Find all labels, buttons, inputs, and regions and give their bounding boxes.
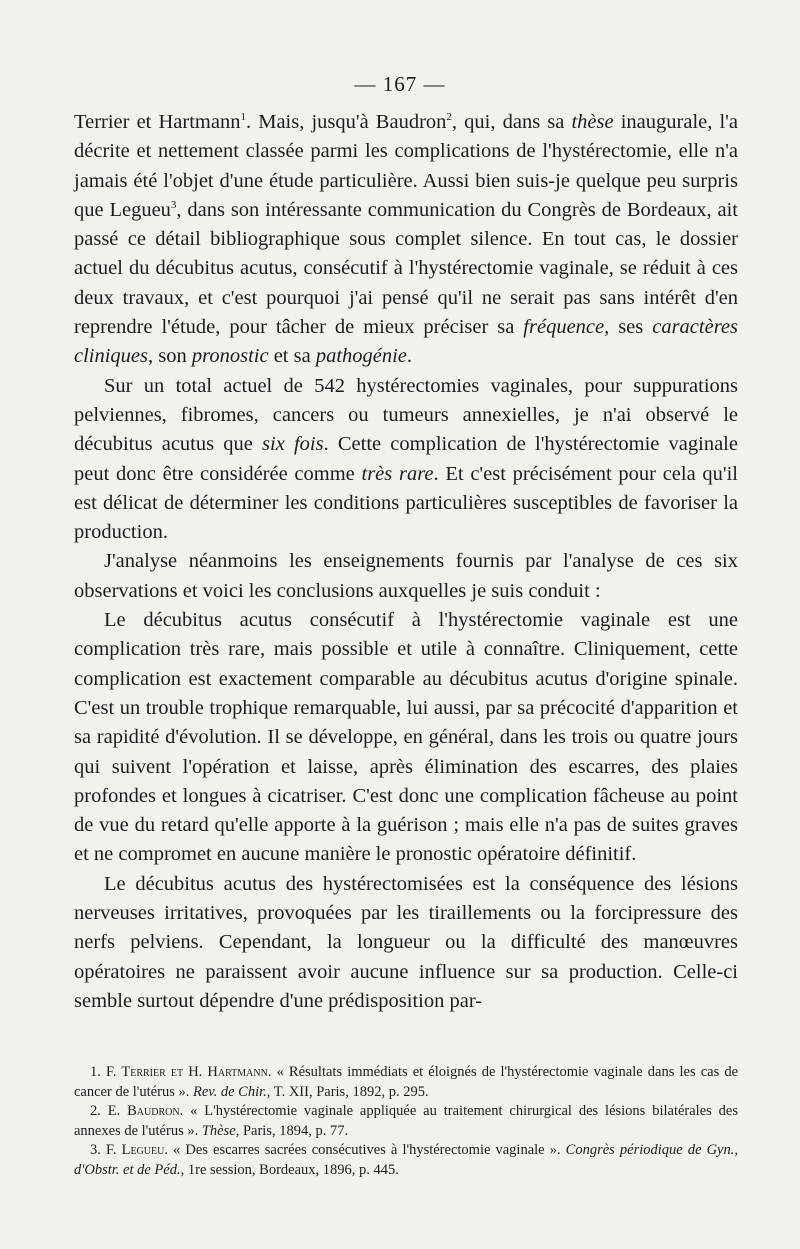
footnote-ref-2: 2 — [446, 111, 452, 123]
footnote-text: , 1re session, Bordeaux, 1896, p. 445. — [180, 1161, 399, 1178]
italic-run: pathogénie — [315, 345, 407, 368]
footnote-text: « Des escarres sacrées consécutives à l'hystérectomie vaginale ». — [167, 1142, 566, 1158]
text-run: . Et c'est précisément pour cela qu'il est délicat de déterminer les conditions particulières susceptibles de favoriser la production. — [74, 462, 738, 544]
text-run: . Mais, jusqu'à Baudron — [245, 111, 447, 133]
paragraph-4: Le décubitus acutus consécutif à l'hystérectomie vaginale est une complication très rare, mais possible et utile à connaître. Cliniquement, cette complication est exactement comparable au décubitus acutus d'origine spinale. C'est un trouble trophique remarquable, lui aussi, par sa précocité d'apparition et sa rapidité d'évolution. Il se développe, en général, dans les trois ou quatre jours qui suivent l'opération et laisse, après élimination des escarres, des plaies profondes et longues à cicatriser. C'est donc une complication fâcheuse au point de vue du retard qu'elle apporte à la guérison ; mais elle n'a pas de suites graves et ne compromet en aucune manière le pronostic opératoire définitif. — [74, 609, 738, 866]
footnote-authors: F. Terrier et H. Hartmann. — [105, 1064, 272, 1080]
paragraph-3: J'analyse néanmoins les enseignements fournis par l'analyse de ces six observations et voici les conclusions auxquelles je suis conduit : — [74, 550, 738, 602]
text-run: , dans son intéressante communication du Congrès de Bordeaux, ait passé ce détail bibliographique sous complet silence. En tout cas, le dossier actuel du décubitus acutus, consécutif à l'hystérectomie vaginale, se réduit à ces deux travaux, et c'est pourquoi j'ai pensé qu'il ne serait pas sans intérêt d'en reprendre l'étude, pour tâcher de mieux préciser sa — [74, 198, 738, 339]
text-run: Terrier et Hartmann — [74, 111, 241, 133]
footnote-number: 3. — [90, 1142, 101, 1158]
paragraph-1 — [74, 108, 738, 372]
footnote-ref-3: 3 — [170, 198, 177, 211]
footnote-number: 1. — [90, 1064, 101, 1080]
italic-run: pronostic — [191, 345, 269, 368]
paragraph-5: Le décubitus acutus des hystérectomisées est la conséquence des lésions nerveuses irritatives, provoquées par les tiraillements ou la forcipressure des nerfs pelviens. Cependant, la longueur ou la difficulté des manœuvres opératoires ne paraissent avoir aucune influence sur sa production. Celle-ci semble surtout dépendre d'une prédisposition par- — [74, 872, 738, 1012]
text-run: , qui, dans sa — [451, 111, 572, 133]
italic-run: caractères cliniques — [74, 316, 738, 368]
italic-run: thèse — [571, 111, 614, 133]
italic-run: très rare — [361, 462, 434, 485]
footnote-journal: Rev. de Chir. — [192, 1083, 267, 1100]
footnote-authors: E. Baudron. — [107, 1103, 184, 1119]
footnote-journal: Congrès périodique de Gyn., d'Obstr. et de Péd. — [74, 1142, 738, 1178]
text-run: , ses — [604, 316, 653, 339]
footnote-ref-1: 1 — [240, 111, 246, 123]
paragraph-2 — [74, 372, 738, 548]
footnote-journal: Thèse — [201, 1122, 236, 1139]
footnote-2 — [74, 1102, 738, 1141]
footnote-text: « L'hystérectomie vaginale appliquée au traitement chirurgical des lésions bilatérales des annexes de l'utérus ». — [74, 1103, 739, 1139]
italic-run: fréquence — [523, 316, 605, 339]
page-number: — 167 — — [354, 72, 446, 96]
footnote-authors: F. Legueu. — [105, 1142, 168, 1158]
text-run: , son — [148, 345, 192, 368]
footnote-number: 2. — [90, 1103, 101, 1119]
footnote-1 — [74, 1063, 738, 1102]
footnote-3 — [74, 1141, 738, 1180]
footnote-text: , T. XII, Paris, 1892, p. 295. — [266, 1083, 429, 1100]
main-text — [74, 108, 738, 1016]
text-run: et sa — [268, 345, 316, 368]
text-run: inaugurale, l'a décrite et nettement classée parmi les complications de l'hystérectomie, elle n'a jamais été l'objet d'une étude particulière. Aussi bien suis-je quelque peu surpris que Legueu — [74, 111, 738, 221]
text-run: . Cette complication de l'hystérectomie vaginale peut donc être considérée comme — [74, 433, 738, 485]
footnote-text: « Résultats immédiats et éloignés de l'hystérectomie vaginale dans les cas de cancer de l'utérus ». — [74, 1064, 739, 1100]
footnotes — [74, 1063, 738, 1180]
footnote-text: , Paris, 1894, p. 77. — [235, 1122, 349, 1139]
text-run: . — [406, 345, 413, 368]
italic-run: six fois — [262, 433, 324, 456]
text-run: Sur un total actuel de 542 hystérectomies vaginales, pour suppurations pelviennes, fibromes, cancers ou tumeurs annexielles, je n'ai observé le décubitus acutus que — [74, 374, 738, 456]
